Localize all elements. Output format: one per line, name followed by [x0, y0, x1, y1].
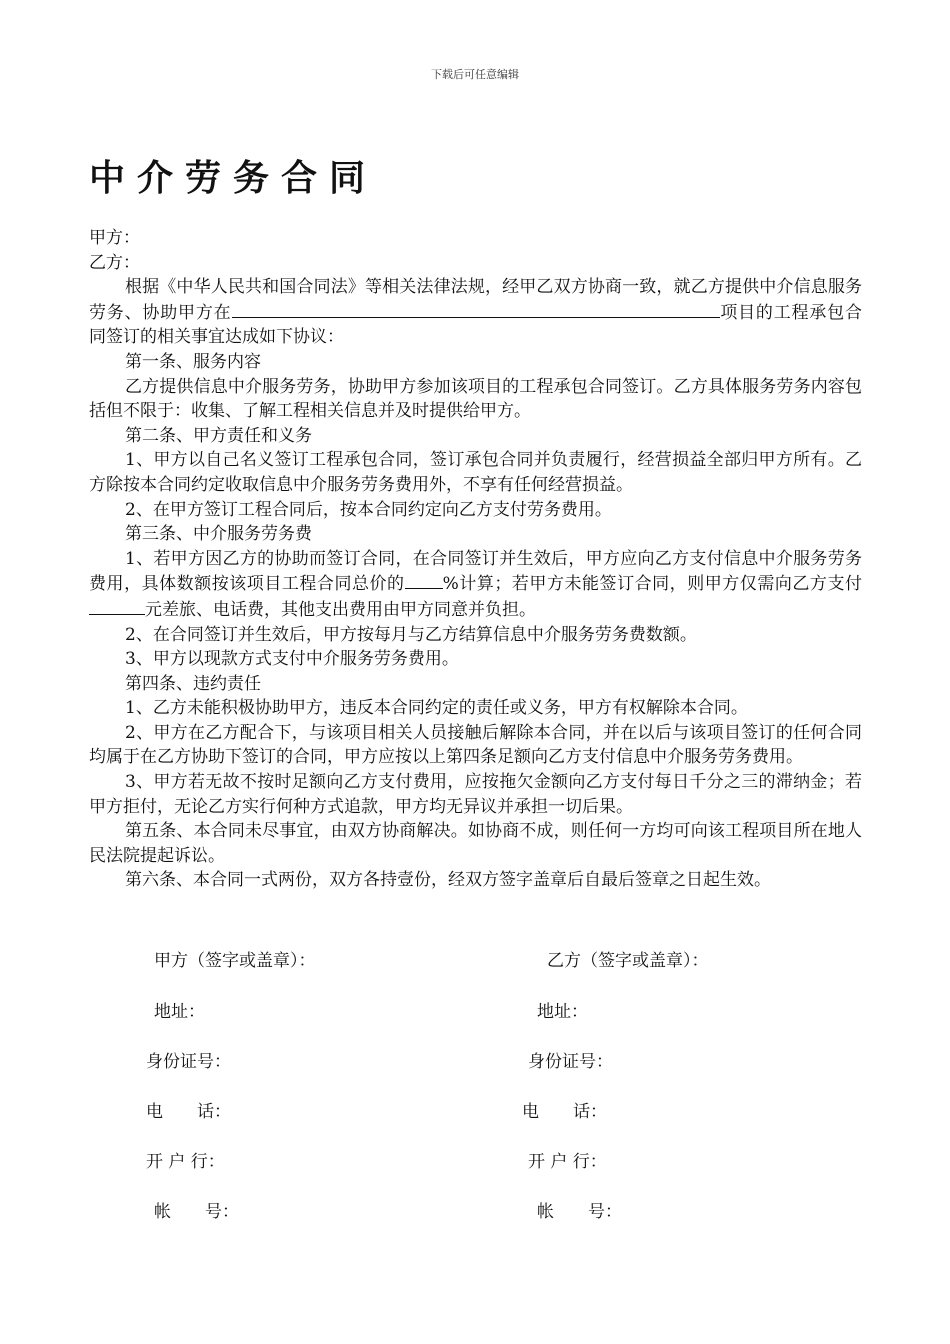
article-3-clause-2: 2、在合同签订并生效后，甲方按每月与乙方结算信息中介服务劳务费数额。 — [125, 624, 697, 645]
intro-text-2: 项目的工程承包合同签订的相关事宜达成如下协议： — [89, 302, 862, 348]
article-3-clause-3: 3、甲方以现款方式支付中介服务劳务费用。 — [125, 649, 459, 670]
article-2-clause-2: 2、在甲方签订工程合同后，按本合同约定向乙方支付劳务费用。 — [125, 499, 612, 520]
party-b-bank-label: 开 户 行： — [528, 1152, 607, 1172]
article-5: 第五条、本合同未尽事宜，由双方协商解决。如协商不成，则任何一方均可向该工程项目所在地人民法院提起诉讼。 — [89, 821, 862, 866]
party-a-id-label: 身份证号： — [146, 1052, 231, 1072]
article-4-title: 第四条、违约责任 — [125, 673, 261, 694]
article-3-clause-1-c: 元差旅、电话费，其他支出费用由甲方同意并负担。 — [145, 599, 536, 620]
article-2-title: 第二条、甲方责任和义务 — [125, 425, 312, 446]
article-4-clause-3: 3、甲方若无故不按时足额向乙方支付费用，应按拖欠金额向乙方支付每日千分之三的滞纳金；若甲方拒付，无论乙方实行何种方式追款，甲方均无异议并承担一切后果。 — [89, 772, 862, 817]
article-1-text: 乙方提供信息中介服务劳务，协助甲方参加该项目的工程承包合同签订。乙方具体服务劳务内容包括但不限于：收集、了解工程相关信息并及时提供给甲方。 — [89, 376, 862, 422]
party-a-signature-label: 甲方（签字或盖章）： — [154, 951, 316, 971]
article-3-title: 第三条、中介服务劳务费 — [125, 524, 312, 545]
article-3-clause-1-b: %计算；若甲方未能签订合同，则甲方仅需向乙方支付 — [442, 574, 863, 595]
article-1-title: 第一条、服务内容 — [125, 351, 261, 372]
party-a-phone-label: 电 话： — [146, 1102, 231, 1122]
contract-body — [89, 226, 862, 893]
party-b-address-label: 地址： — [537, 1002, 588, 1022]
article-6: 第六条、本合同一式两份，双方各持壹份，经双方签字盖章后自最后签章之日起生效。 — [125, 870, 771, 891]
article-4-clause-1: 1、乙方未能积极协助甲方，违反本合同约定的责任或义务，甲方有权解除本合同。 — [125, 698, 748, 719]
article-2-clause-1: 1、甲方以自己名义签订工程承包合同，签订承包合同并负责履行，经营损益全部归甲方所有。乙方除按本合同约定收取信息中介服务劳务费用外，不享有任何经营损益。 — [89, 450, 862, 495]
party-b-phone-label: 电 话： — [522, 1102, 607, 1122]
header-note: 下载后可任意编辑 — [431, 68, 519, 81]
party-b-signature-label: 乙方（签字或盖章）： — [547, 951, 709, 971]
party-a-address-label: 地址： — [154, 1002, 205, 1022]
contract-title: 中介劳务合同 — [89, 157, 378, 199]
party-b-line: 乙方： — [89, 252, 140, 273]
article-3-clause-1 — [89, 547, 862, 623]
party-b-id-label: 身份证号： — [528, 1052, 613, 1072]
party-a-line: 甲方： — [89, 228, 140, 248]
project-name-blank[interactable] — [232, 300, 720, 318]
intro-text-1: 根据《中华人民共和国合同法》等相关法律法规，经甲乙双方协商一致，就乙方提供中介信息服务劳务、协助甲方在 — [89, 277, 862, 323]
party-b-account-label: 帐 号： — [537, 1202, 622, 1222]
party-a-bank-label: 开 户 行： — [146, 1152, 225, 1172]
percentage-blank[interactable] — [405, 571, 443, 589]
article-3-clause-1-a: 1、若甲方因乙方的协助而签订合同，在合同签订并生效后，甲方应向乙方支付信息中介服务劳务费用，具体数额按该项目工程合同总价的 — [89, 548, 862, 595]
party-a-account-label: 帐 号： — [154, 1202, 239, 1222]
travel-fee-blank[interactable] — [89, 597, 145, 615]
article-4-clause-2: 2、甲方在乙方配合下，与该项目相关人员接触后解除本合同，并在以后与该项目签订的任何合同均属于在乙方协助下签订的合同，甲方应按以上第四条足额向乙方支付信息中介服务劳务费用。 — [89, 722, 862, 768]
intro-paragraph — [89, 275, 862, 350]
